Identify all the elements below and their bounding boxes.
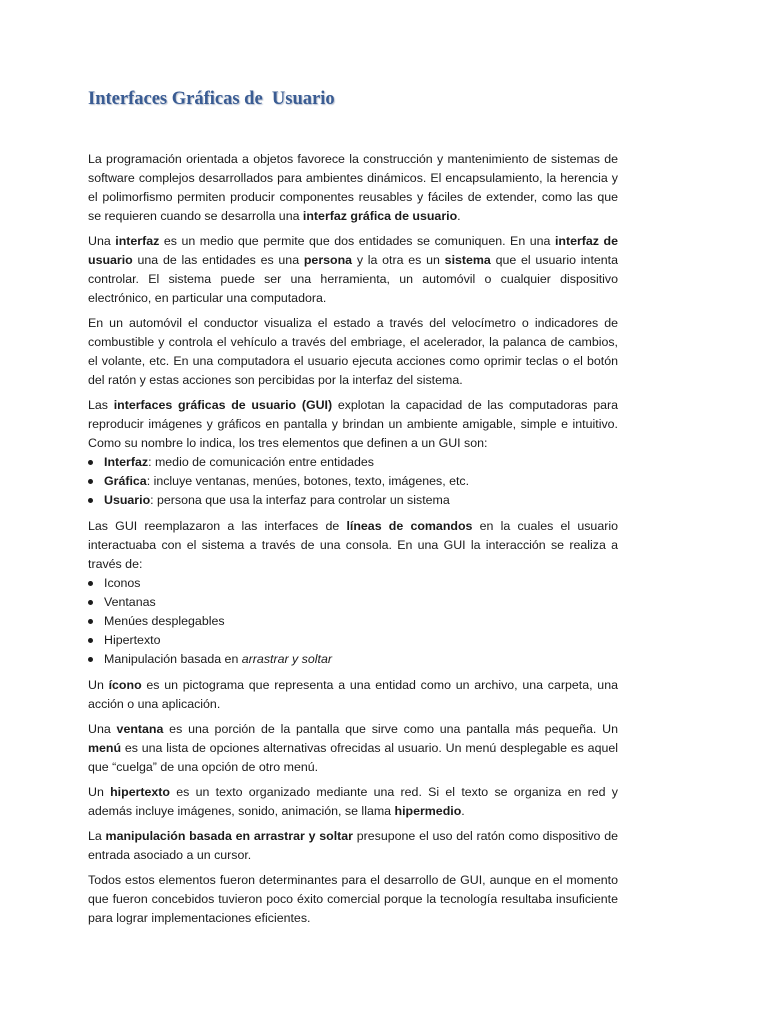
paragraph-automovil: En un automóvil el conductor visualiza el estado a través del velocímetro o indicadores de combustible y controla el vehículo a través del embriage, el acelerador, la palanca de cambios, el volante, etc. En una computadora el usuario ejecuta acciones como oprimir teclas o el botón del ratón y estas acciones son percibidas por la interfaz del sistema. (88, 316, 618, 387)
term-interfaz-de-usuario: interfaz de usuario (88, 234, 618, 267)
paragraph-hipertexto: Un hipertexto es un texto organizado mediante una red. Si el texto se organiza en red y además incluye imágenes, sonido, animación, se llama hipermedio. (88, 785, 618, 818)
bullet-icon (88, 498, 93, 503)
paragraph-gui: Las interfaces gráficas de usuario (GUI) explotan la capacidad de las computadoras para reproducir imágenes y gráficos en pantalla y brindan un ambiente amigable, simple e intuitivo. Como su nombre lo indica, los tres elementos que definen a un GUI son: (88, 398, 619, 450)
list-item: Interfaz: medio de comunicación entre entidades (88, 453, 618, 472)
list-item: Ventanas (88, 593, 618, 612)
bullet-icon (88, 479, 93, 484)
term-persona: persona (303, 253, 353, 267)
paragraph-interfaz: Una interfaz es un medio que permite que dos entidades se comuniquen. En una interfaz de usuario una de las entidades es una persona y la otra es un sistema que el usuario intenta controlar. El sistema puede ser una herramienta, un automóvil o cualquier dispositivo electrónico, en particular una computadora. (88, 234, 619, 305)
bullet-icon (88, 638, 93, 643)
bullet-icon (88, 581, 93, 586)
list-item: Usuario: persona que usa la interfaz para controlar un sistema (88, 491, 618, 510)
bullet-icon (88, 619, 93, 624)
list-item: Menúes desplegables (88, 612, 618, 631)
paragraph-conclusion: Todos estos elementos fueron determinantes para el desarrollo de GUI, aunque en el momento que fueron concebidos tuvieron poco éxito comercial porque la tecnología resultaba insuficiente para lograr implementaciones eficientes. (88, 873, 618, 925)
list-item: Manipulación basada en arrastrar y soltar (88, 650, 618, 669)
bullet-icon (88, 657, 93, 662)
paragraph-ventana: Una ventana es una porción de la pantalla que sirve como una pantalla más pequeña. Un menú es una lista de opciones alternativas ofrecidas al usuario. Un menú desplegable es aquel que “cuelga” de una opción de otro menú. (88, 722, 618, 774)
term-icono: ícono (108, 678, 142, 692)
term-sistema: sistema (444, 253, 491, 267)
paragraph-intro: La programación orientada a objetos favorece la construcción y mantenimiento de sistemas de software complejos desarrollados para ambientes dinámicos. El encapsulamiento, la herencia y el polimorfismo permiten producir componentes reusables y fáciles de extender, como las que se requieren cuando se desarrolla una interfaz gráfica de usuario. (88, 152, 618, 223)
term-interfaz-grafica: interfaz gráfica de usuario (302, 209, 458, 223)
list-item: Hipertexto (88, 631, 618, 650)
list-item: Iconos (88, 574, 618, 593)
paragraph-arrastrar-soltar: La manipulación basada en arrastrar y soltar presupone el uso del ratón como dispositivo de entrada asociado a un cursor. (88, 829, 618, 862)
term-menu: menú (88, 741, 122, 755)
bullet-icon (88, 460, 93, 465)
term-arrastrar-soltar: manipulación basada en arrastrar y soltar (105, 829, 353, 843)
term-hipertexto: hipertexto (110, 785, 171, 799)
document-body (88, 150, 618, 934)
bullet-icon (88, 600, 93, 605)
term-interfaz: interfaz (115, 234, 160, 248)
document-title: Interfaces Gráficas de Usuario (88, 89, 335, 109)
interaction-list (88, 574, 618, 669)
gui-elements-list (88, 453, 618, 510)
term-lineas-de-comandos: líneas de comandos (346, 519, 473, 533)
list-item: Gráfica: incluye ventanas, menúes, botones, texto, imágenes, etc. (88, 472, 618, 491)
paragraph-lineas-comandos: Las GUI reemplazaron a las interfaces de líneas de comandos en la cuales el usuario interactuaba con el sistema a través de una consola. En una GUI la interacción se realiza a través de: (88, 519, 618, 571)
term-hipermedio: hipermedio (394, 804, 462, 818)
term-ventana: ventana (116, 722, 164, 736)
paragraph-icono: Un ícono es un pictograma que representa a una entidad como un archivo, una carpeta, una acción o una aplicación. (88, 678, 618, 711)
term-gui: interfaces gráficas de usuario (GUI) (113, 398, 333, 412)
